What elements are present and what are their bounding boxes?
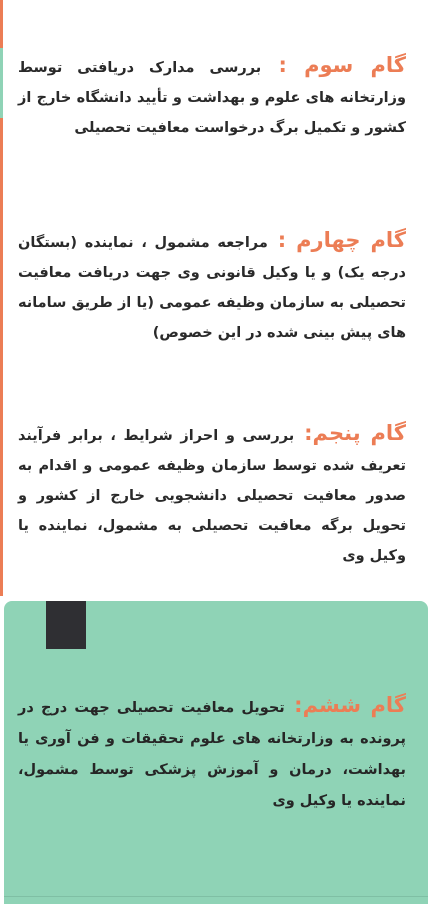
bottom-divider (4, 896, 428, 897)
step-five-text: بررسی و احراز شرایط ، برابر فرآیند تعریف شده توسط سازمان وظیفه عمومی و اقدام به صدور معافیت تحصیلی دانشجویی خارج از کشور و تحویل برگه معافیت تحصیلی به مشمول، نماینده یا وکیل وی (18, 428, 406, 564)
left-accent-line-teal (0, 48, 3, 118)
step-four-title: گام چهارم (296, 228, 406, 252)
step-six-text: تحویل معافیت تحصیلی جهت درج در پرونده به وزارتخانه های علوم تحقیقات و فن آوری یا بهداشت، درمان و آموزش پزشکی توسط مشمول، نماینده یا وکیل وی (18, 700, 406, 809)
step-six-title: گام ششم (302, 693, 406, 717)
title-colon: : (294, 421, 313, 445)
step-four (18, 225, 406, 348)
step-four-text: مراجعه مشمول ، نماینده (بستگان درجه یک) و یا وکیل قانونی وی جهت دریافت معافیت تحصیلی به سازمان وظیفه عمومی (یا از طریق سامانه های پیش بینی شده در این خصوص) (18, 235, 406, 341)
step-three (18, 50, 406, 143)
step-five-title: گام پنجم (312, 421, 406, 445)
title-colon: : (267, 228, 297, 252)
step-three-title: گام سوم (304, 53, 406, 77)
step-five (18, 418, 406, 571)
step-six (18, 690, 406, 817)
title-colon: : (284, 693, 303, 717)
step-three-text: بررسی مدارک دریافتی توسط وزارتخانه های علوم و بهداشت و تأیید دانشگاه خارج از کشور و تکمیل برگ درخواست معافیت تحصیلی (18, 60, 406, 136)
title-colon: : (261, 53, 305, 77)
dark-marker (46, 601, 86, 649)
